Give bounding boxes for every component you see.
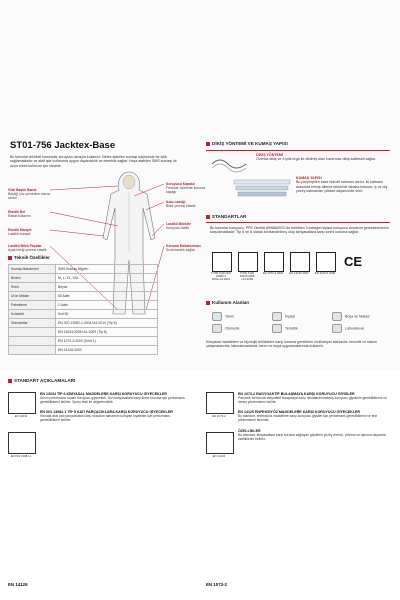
pictogram-label: TYPE 5 EN ISO 13982-1 2004+A1:2010 [211, 271, 231, 282]
callout-wrist: Lastikli Bilekler Koruyucu lastik [166, 222, 191, 230]
radioactive-pictogram [264, 252, 284, 272]
callout-seal: Koruma Mekanizması Sızdırmazlık sağlar [166, 244, 201, 252]
tech-table [8, 264, 158, 355]
type6-pictogram [238, 252, 258, 272]
callout-zip-flap: Koruyucu Kapaklı Fermuar üzerinde koruma kapağı [166, 182, 206, 194]
bullet-icon [206, 142, 210, 146]
seam-heading: DİKİŞ YÖNTEMİ VE KUMAŞ YAPISI [206, 141, 288, 146]
table-row: EN 14126:2003 [9, 346, 158, 355]
uses-body: Kimyasal maddelere ve biyolojik tehlikelere karşı koruma gerektiren endüstriyel alanlarda, temizlik ve bakım çalışmalarında, laboratuvarlarda, tarım ve boya uygulamalarında kullanılır. [206, 340, 377, 349]
bullet-icon [8, 256, 12, 260]
ce-mark-icon: CE [344, 254, 363, 269]
table-row: EN 1073-2:2002 (Sınıf 1) [9, 337, 158, 346]
badge-label: EN 13034 [14, 414, 28, 418]
en13982-badge-icon [8, 432, 36, 454]
table-row: Standartlar EN ISO 13982-1:2004+A1:2010 (Tip 5) [9, 319, 158, 328]
bottom-left-col: EN 13034 TİP 6 KİMYASAL MADDELERE KARŞI KORUYUCU GİYECEKLER Sınırlı performans sunan koruyucu giyecekler. Sıvı kimyasallara karşı kısmi koruma için performans gerekliliklerini belirler. Sprey testi ile değerlendirilir. EN ISO 13982-1 TİP 5 KATI PARÇACIKLARA KARŞI KORUYUCU GİYECEKLER Havada asılı katı parçacıklara karşı vücudun tamamını koruyan kıyafetler için performans gerekliliklerini belirler. [40, 392, 185, 423]
cleaning-icon [272, 324, 282, 333]
use-item: İnşaat [272, 312, 295, 321]
type5-pictogram [212, 252, 232, 272]
callout-ankle: Lastikli Bilek Paçalar Ayak bileği çevresi elastik [8, 244, 47, 252]
en14126-badge-icon [206, 432, 234, 454]
table-row: Koliadeti Koli 50 [9, 310, 158, 319]
biohazard-pictogram [290, 252, 310, 272]
table-row: Beden M, L, XL, XXL [9, 274, 158, 283]
standards-heading: STANDARTLAR [206, 214, 246, 219]
callout-hood: Gizli Başlık Bandı Başlığı yüz çevresine sıkıca oturur [8, 188, 50, 200]
construction-icon [272, 312, 282, 321]
table-row: Ürün Miktarı 50 Adet [9, 292, 158, 301]
stitch-icon [210, 154, 250, 174]
table-row: Renk Beyaz [9, 283, 158, 292]
fabric-structure: KUMAŞ YAPISI Bu polipropilen bazlı hidrofil katmanı vardır, iki katmanı arasında erimiş üfleme tekstil bir tabaka bulunur, iç ve dış yüzey katmanları yüksek dayanıklılık verir. [296, 176, 388, 194]
product-intro: Bu tulumlar tehlikeli kuruluklar koruyucu amaçla kullanılır. Nefes alabilen kumaşı sayesinde bir işlik sağlamaktadır ve aktif işte kullanıma uygun dayanıklılık ve esneklik sağlar. Hava alabilen SMS kumaşı ile uzun süreli kullanım için idealdir. [10, 155, 177, 168]
uses-heading: Kullanım Alanları [206, 300, 249, 305]
antistatic-pictogram [316, 252, 336, 272]
farm-icon [212, 312, 222, 321]
bullet-icon [8, 379, 12, 383]
use-item: Otomotiv [212, 324, 239, 333]
use-item: Temizlik [272, 324, 298, 333]
product-title: ST01-756 Jacktex-Base [10, 140, 116, 151]
stamp-left: EN 14126 [8, 582, 28, 587]
badge-label: EN 14126 [212, 454, 226, 458]
callout-waist: Elastik Bel Rahat kullanım [8, 210, 31, 218]
table-row: Paketleme 1 Adet [9, 301, 158, 310]
automotive-icon [212, 324, 222, 333]
table-row: EN 13034:2005+A1:2009 (Tip 6) [9, 328, 158, 337]
badge-label: EN 1073-2 [212, 414, 226, 418]
tech-heading: Teknik Özellikler [8, 255, 50, 260]
paint-icon [332, 312, 342, 321]
divider [206, 150, 390, 151]
pictogram-label: EN 14126 2003 [289, 271, 309, 275]
en1073-badge-icon [206, 392, 234, 414]
callout-sleeve: Kolu Lastiği Bilek çevresi elastik [166, 200, 196, 208]
divider [206, 222, 390, 223]
callout-cuff: Elastik Manşet Lastikli manşet [8, 228, 32, 236]
seam-method: DİKİŞ YÖNTEMİ Overlok dikiş ve 3 iplik örgü ile dikilmiş olan sızdırmaz dikiş kalitesini sağlar. [256, 153, 377, 162]
en13034-badge-icon [8, 392, 36, 414]
bottom-right-col: EN 1073-2 RADYOAKTİF BULAŞMAYA KARŞI KORUYUCU GİYSİLER Parçacık formunda radyoaktif bulaşmaya karşı havalandırılmamış koruyucu giysilerin gerekliliklerini ve deney yöntemlerini belirtir. EN 14126 ENFEKSİYÖZ MADDELERE KARŞI KORUYUCU GİYECEKLER Bu standart, enfeksiyöz maddelere karşı koruyucu giysiler için performans gerekliliklerini ve test yöntemlerini tanımlar. ÖZELLİKLER Bu standart, kimyasallara karşı koruma sağlayan giysilerin yüzey direnci, yırtılma ve aşınma dayanımı özelliklerini belirler. [238, 392, 387, 441]
stamp-right: EN 1073-2 [206, 582, 227, 587]
fabric-layers-icon [232, 178, 292, 198]
table-row: Kumaş Malzemesi SMS Kumaş 55g/m² [9, 265, 158, 274]
use-item: Boya ve Makas [332, 312, 370, 321]
pictogram-label: EN 1149-5 2008 [314, 271, 336, 275]
use-item: Laboratuvar [332, 324, 364, 333]
standards-body: Bu tulumlar koruyucu, PPE Direktif 89/686/EEC’de belirtilen 3.kategori kişisel koruyucu donanım gereksinimlerini karşılamaktadır. Tip 5 ve 6 olarak sınıflandırılmış olup kimyasallara karşı sınırlı koruma sağlar. [210, 226, 389, 235]
bullet-icon [206, 215, 210, 219]
bullet-icon [206, 301, 210, 305]
badge-label: EN ISO 13982-1 [10, 454, 32, 458]
pictogram-label: TYPE 6 EN 13034:2005 +A1:2009 [239, 271, 255, 282]
bottom-heading: STANDART AÇIKLAMALARI [8, 378, 75, 383]
bottom-panel [0, 370, 400, 600]
pictogram-label: EN 1073-2 2002 [262, 271, 284, 275]
use-item: Tarım [212, 312, 234, 321]
lab-icon [332, 324, 342, 333]
